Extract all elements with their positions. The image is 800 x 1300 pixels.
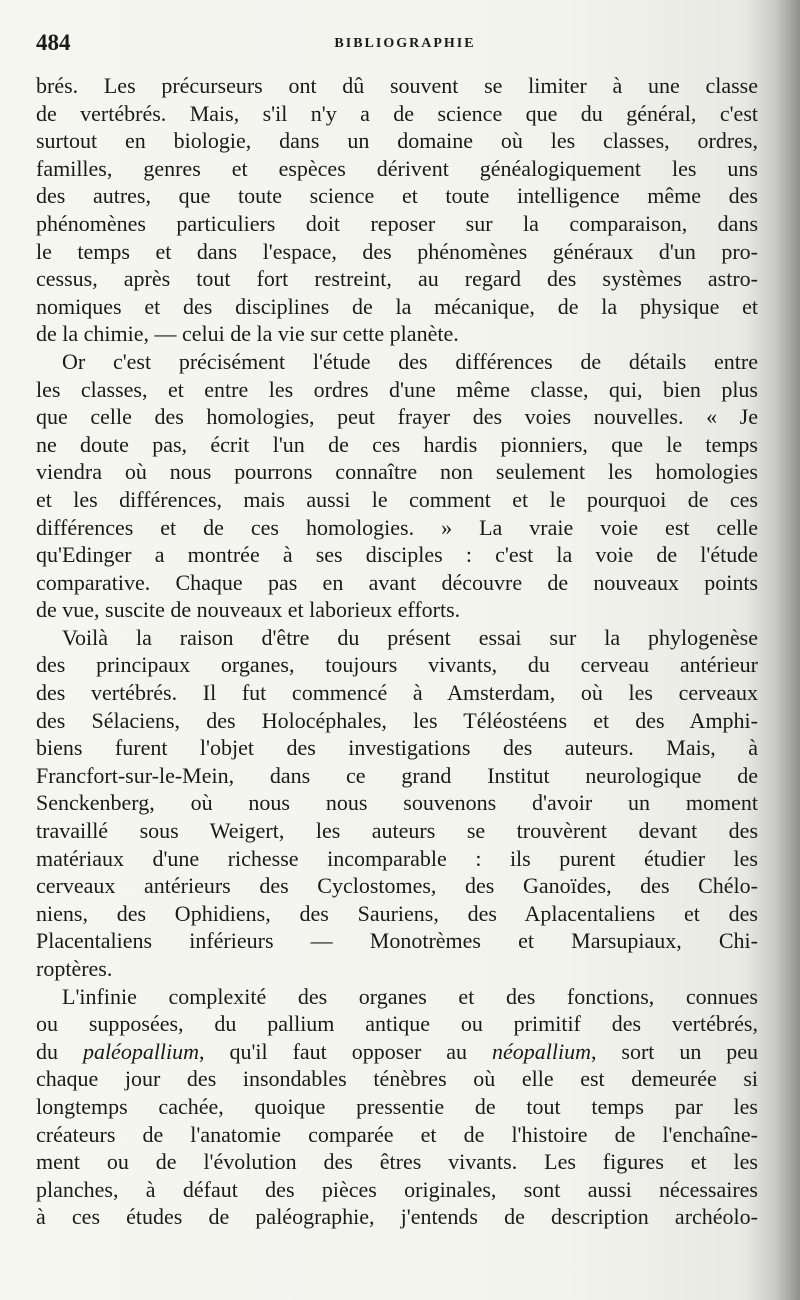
italic-term-paleopallium: paléopallium: [82, 1038, 200, 1064]
page-number: 484: [36, 30, 71, 55]
text-line: ou supposées, du pallium antique ou primitif des vertébrés,: [36, 1011, 758, 1037]
text-line: comparative. Chaque pas en avant découvre de nouveaux points: [36, 569, 758, 595]
text-line: les classes, et entre les ordres d'une même classe, qui, bien plus: [36, 376, 758, 402]
text-line: matériaux d'une richesse incomparable : ils purent étudier les: [36, 845, 758, 871]
text-line: qu'Edinger a montrée à ses disciples : c'est la voie de l'étude: [36, 542, 758, 568]
text-line: à ces études de paléographie, j'entends de description archéolo-: [36, 1204, 758, 1230]
italic-term-neopallium: néopallium: [491, 1038, 591, 1064]
text-line: de vertébrés. Mais, s'il n'y a de science que du général, c'est: [36, 100, 758, 126]
text-line: travaillé sous Weigert, les auteurs se trouvèrent devant des: [36, 818, 758, 844]
text-line: de la chimie, — celui de la vie sur cette planète.: [36, 321, 459, 347]
text-line: nomiques et des disciplines de la mécanique, de la physique et: [36, 293, 758, 319]
text-line: ne doute pas, écrit l'un de ces hardis pionniers, que le temps: [36, 431, 758, 457]
text-line: roptères.: [36, 956, 113, 981]
text-line: niens, des Ophidiens, des Sauriens, des Aplacentaliens et des: [36, 900, 758, 926]
text-line: biens furent l'objet des investigations des auteurs. Mais, à: [36, 735, 758, 761]
text-line: que celle des homologies, peut frayer des voies nouvelles. « Je: [36, 404, 758, 430]
text-line: Francfort-sur-le-Mein, dans ce grand Institut neurologique de: [36, 762, 758, 788]
text-line: des Sélaciens, des Holocéphales, les Téléostéens et des Amphi-: [36, 707, 758, 733]
text-run: , qu'il faut opposer au: [199, 1038, 492, 1064]
text-line: viendra où nous pourrons connaître non seulement les homologies: [36, 459, 758, 485]
text-run: du: [36, 1038, 83, 1064]
text-line: Senckenberg, où nous nous souvenons d'avoir un moment: [36, 790, 758, 816]
text-line: de vue, suscite de nouveaux et laborieux efforts.: [36, 597, 461, 623]
text-line: cessus, après tout fort restreint, au regard des systèmes astro-: [36, 266, 758, 292]
text-line: ment ou de l'évolution des êtres vivants. Les figures et les: [36, 1149, 758, 1175]
text-line: le temps et dans l'espace, des phénomènes généraux d'un pro-: [36, 238, 758, 264]
text-line: surtout en biologie, dans un domaine où les classes, ordres,: [36, 128, 758, 154]
text-line: créateurs de l'anatomie comparée et de l'histoire de l'enchaîne-: [36, 1121, 758, 1147]
text-line: Voilà la raison d'être du présent essai sur la phylogenèse: [62, 624, 758, 650]
text-line: différences et de ces homologies. » La vraie voie est celle: [36, 514, 758, 540]
text-line: longtemps cachée, quoique pressentie de tout temps par les: [36, 1093, 758, 1119]
text-line: des vertébrés. Il fut commencé à Amsterdam, où les cerveaux: [36, 680, 758, 706]
text-line: chaque jour des insondables ténèbres où elle est demeurée si: [36, 1066, 758, 1092]
running-title: BIBLIOGRAPHIE: [334, 36, 476, 51]
text-line: familles, genres et espèces dérivent généalogiquement les uns: [36, 155, 758, 181]
text-line: Placentaliens inférieurs — Monotrèmes et Marsupiaux, Chi-: [36, 928, 758, 954]
text-line: et les différences, mais aussi le comment et le pourquoi de ces: [36, 486, 758, 512]
text-run: , sort un peu: [590, 1038, 758, 1064]
text-line: brés. Les précurseurs ont dû souvent se limiter à une classe: [36, 73, 758, 98]
text-body: [36, 72, 758, 1231]
text-line: phénomènes particuliers doit reposer sur la comparaison, dans: [36, 210, 758, 236]
text-line: des principaux organes, toujours vivants, du cerveau antérieur: [36, 652, 758, 678]
page-header: [36, 30, 764, 60]
text-line: planches, à défaut des pièces originales, sont aussi nécessaires: [36, 1176, 758, 1202]
text-line: L'infinie complexité des organes et des fonctions, connues: [62, 983, 758, 1009]
text-line: Or c'est précisément l'étude des différences de détails entre: [62, 348, 758, 374]
text-line: des autres, que toute science et toute intelligence même des: [36, 183, 758, 209]
text-line: cerveaux antérieurs des Cyclostomes, des Ganoïdes, des Chélo-: [36, 873, 758, 899]
text-line-mixed: [36, 1038, 758, 1066]
